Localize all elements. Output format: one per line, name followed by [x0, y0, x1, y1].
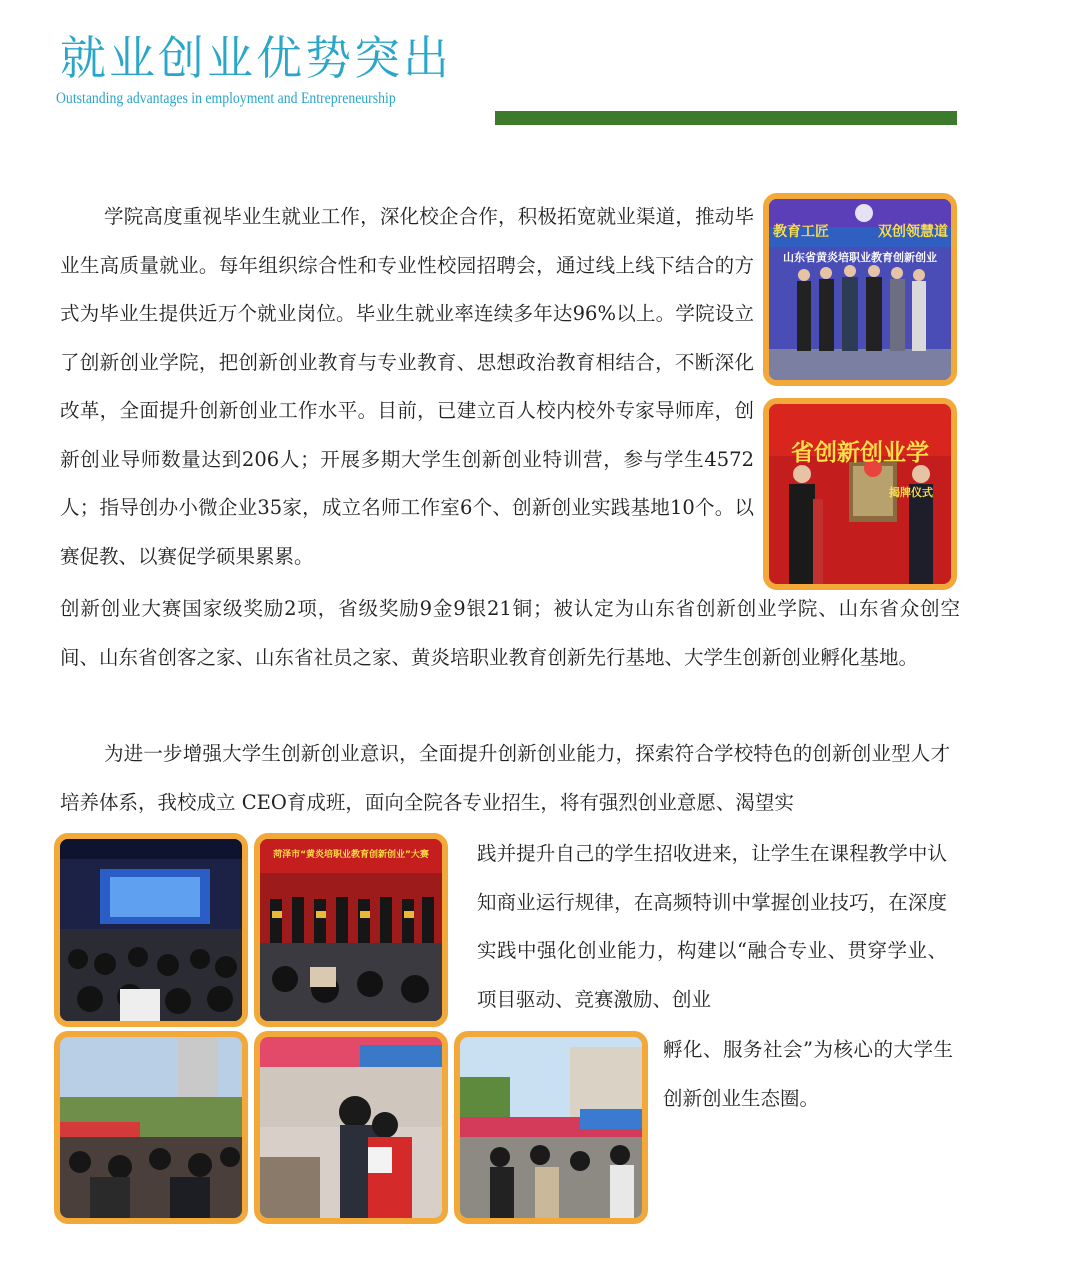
photo-booth-visitors [254, 1031, 448, 1224]
photo-booth-visitors-image [260, 1037, 442, 1218]
photo-auditorium-stage-image [60, 839, 242, 1021]
photo-recruitment-booths [454, 1031, 648, 1224]
paragraph-ceo-class-cont: 践并提升自己的学生招收进来，让学生在课程教学中认知商业运行规律，在高频特训中掌握创业技巧，在深度实践中强化创业能力，构建以“融合专业、贯穿学业、项目驱动、竞赛激励、创业 [477, 842, 947, 1011]
page-title: 就业创业优势突出 [60, 31, 452, 85]
paragraph-employment: 学院高度重视毕业生就业工作，深化校企合作，积极拓宽就业渠道，推动毕业生高质量就业。每年组织综合性和专业性校园招聘会，通过线上线下结合的方式为毕业生提供近万个就业岗位。毕业生就业率连续多年达96%以上。学院设立了创新创业学院，把创新创业教育与专业教育、思想政治教育相结合，不断深化改革，全面提升创新创业工作水平。目前，已建立百人校内校外专家导师库，创新创业导师数量达到206人；开展多期大学生创新创业特训营，参与学生4572人；指导创办小微企业35家，成立名师工作室6个、创新创业实践基地10个。以赛促教、以赛促学硕果累累。 [60, 205, 754, 568]
photo-award-ceremony [254, 833, 448, 1027]
green-divider-bar [495, 111, 957, 125]
stage-caption-text: 菏泽市“黄炎培职业教育创新创业”大赛 [273, 850, 429, 860]
banner1-right-text: 双创领慧道 [878, 224, 948, 240]
photo-award-ceremony-image [260, 839, 442, 1021]
photo-recruitment-booths-image [460, 1037, 642, 1218]
paragraph-ceo-class: 为进一步增强大学生创新创业意识，全面提升创新创业能力，探索符合学校特色的创新创业型人才培养体系，我校成立 CEO育成班，面向全院各专业招生，将有强烈创业意愿、渴望实 [60, 742, 950, 814]
banner1-line2-text: 山东省黄炎培职业教育创新创业 [783, 251, 937, 264]
page-subtitle: Outstanding advantages in employment and Entrepreneurship [56, 90, 396, 107]
banner2-small-text: 揭牌仪式 [889, 486, 933, 499]
photo-plaque-ceremony [763, 398, 957, 590]
banner2-text: 省创新创业学 [791, 440, 929, 466]
photo-group-banner [763, 193, 957, 386]
paragraph-ceo-class-end: 孵化、服务社会”为核心的大学生创新创业生态圈。 [663, 1038, 953, 1110]
photo-auditorium-stage [54, 833, 248, 1027]
paragraph-awards: 创新创业大赛国家级奖励2项，省级奖励9金9银21铜；被认定为山东省创新创业学院、山东省众创空间、山东省创客之家、山东省社员之家、黄炎培职业教育创新先行基地、大学生创新创业孵化基地。 [60, 597, 960, 669]
banner1-left-text: 教育工匠 [773, 224, 829, 240]
photo-job-fair-crowd-image [60, 1037, 242, 1218]
photo-job-fair-crowd [54, 1031, 248, 1224]
